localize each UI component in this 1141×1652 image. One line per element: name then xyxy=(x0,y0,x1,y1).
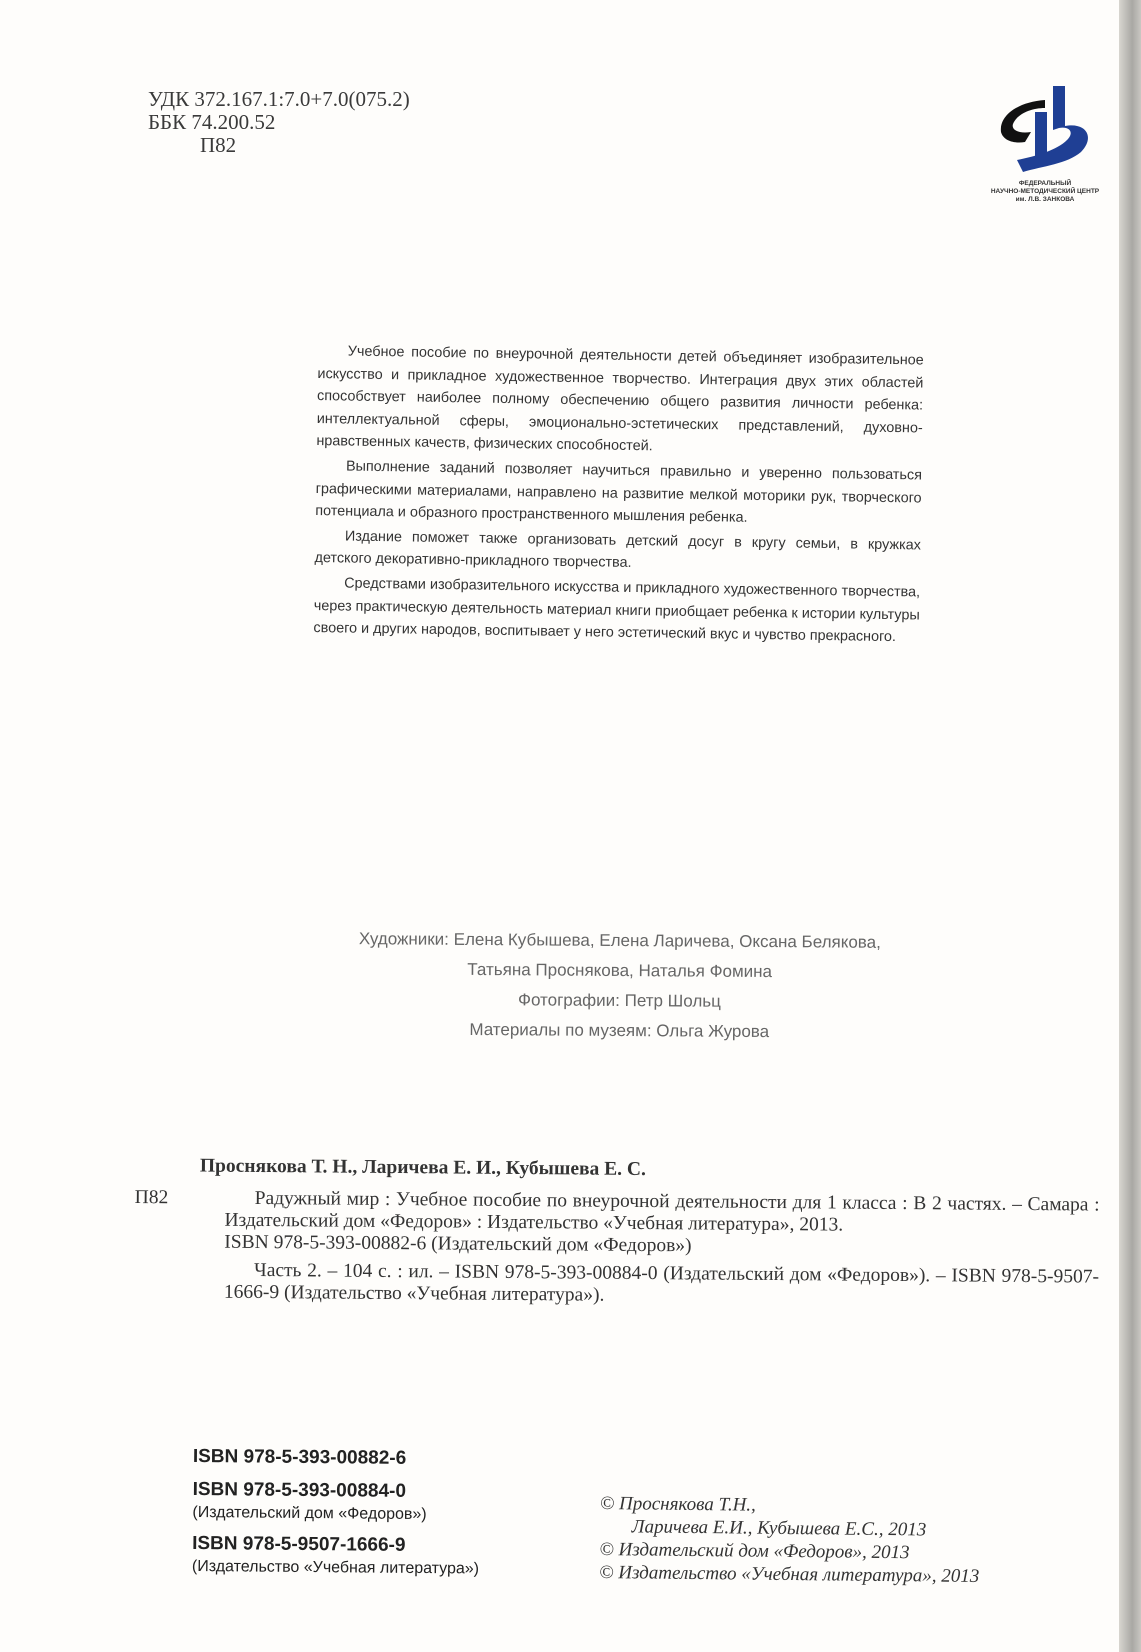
record-description: Радужный мир : Учебное пособие по внеурочной деятельности для 1 класса : В 2 частях. – Самара : Издательский дом «Федоров» : Издательство «Учебная литература», 2013. xyxy=(224,1187,1100,1236)
isbn-publisher: (Издательство «Учебная литература») xyxy=(191,1557,480,1578)
artists-line: Художники: Елена Кубышева, Елена Ларичева, Оксана Белякова, xyxy=(358,929,881,952)
record-code: П82 xyxy=(134,1186,169,1209)
isbn-list xyxy=(192,1445,480,1580)
logo-caption-line: им. Л.В. ЗАНКОВА xyxy=(1015,196,1075,203)
annotation-paragraph: Средствами изобразительного искусства и прикладного художественного творчества, через практическую деятельность материал книги приобщает ребенка к истории культуры своего и других народов, воспитывает у него эстетический вкус и чувство прекрасного. xyxy=(313,575,921,646)
authors-heading: Проснякова Т. Н., Ларичева Е. И., Кубышева Е. С. xyxy=(199,1155,647,1181)
bbk-line: ББК 74.200.52 xyxy=(148,110,276,134)
annotation-paragraph: Издание поможет также организовать детский досуг в кругу семьи, в кружках детского декоративно-прикладного творчества. xyxy=(314,528,921,572)
record-isbn: ISBN 978-5-393-00882-6 (Издательский дом «Федоров») xyxy=(224,1231,692,1257)
annotation-paragraph: Выполнение заданий позволяет научиться правильно и уверенно пользоваться графическими материалами, направлено на развитие мелкой моторики рук, творческого потенциала и образного пространственного мышления ребенка. xyxy=(315,458,923,526)
zankov-center-logo xyxy=(975,82,1115,204)
isbn-number: ISBN 978-5-393-00884-0 xyxy=(192,1478,407,1502)
logo-caption-line: ФЕДЕРАЛЬНЫЙ xyxy=(1018,180,1072,187)
isbn-number: ISBN 978-5-393-00882-6 xyxy=(192,1446,407,1469)
photos-credit: Фотографии: Петр Шольц xyxy=(517,990,721,1011)
copyright-line: Ларичева Е.И., Кубышева Е.С., 2013 xyxy=(631,1516,927,1541)
copyright-block xyxy=(599,1492,980,1588)
author-code: П82 xyxy=(200,133,237,157)
artists-line: Татьяна Проснякова, Наталья Фомина xyxy=(467,959,773,982)
annotation-paragraph: Учебное пособие по внеурочной деятельности детей объединяет изобразительное искусство и прикладное художественное творчество. Интеграция двух этих областей способствует наиболее полному обеспечению общего развития личности ребенка: интеллектуальной сферы, эмоционально-эстетических представлений, духовно-нравственных качеств, физических способностей. xyxy=(316,343,924,455)
credits xyxy=(289,924,950,1049)
annotation xyxy=(313,340,924,651)
copyright-line: © Проснякова Т.Н., xyxy=(599,1493,756,1516)
record-part: Часть 2. – 104 с. : ил. – ISBN 978-5-393-00884-0 (Издательский дом «Федоров»). – ISBN 978-5-9507-1666-9 (Издательство «Учебная литература»). xyxy=(223,1259,1100,1306)
isbn-number: ISBN 978-5-9507-1666-9 xyxy=(192,1532,406,1556)
logo-emblem-icon xyxy=(995,82,1095,178)
museum-credit: Материалы по музеям: Ольга Журова xyxy=(469,1019,770,1042)
bibliographic-record xyxy=(134,1155,1100,1311)
isbn-publisher: (Издательский дом «Федоров») xyxy=(192,1503,427,1524)
udk-line: УДК 372.167.1:7.0+7.0(075.2) xyxy=(148,87,410,111)
page-edge-shadow xyxy=(1119,0,1141,1652)
copyright-line: © Издательский дом «Федоров», 2013 xyxy=(599,1538,910,1564)
copyright-line: © Издательство «Учебная литература», 2013 xyxy=(599,1561,980,1587)
classification-block xyxy=(148,88,410,157)
logo-caption-line: НАУЧНО-МЕТОДИЧЕСКИЙ ЦЕНТР xyxy=(990,188,1100,195)
